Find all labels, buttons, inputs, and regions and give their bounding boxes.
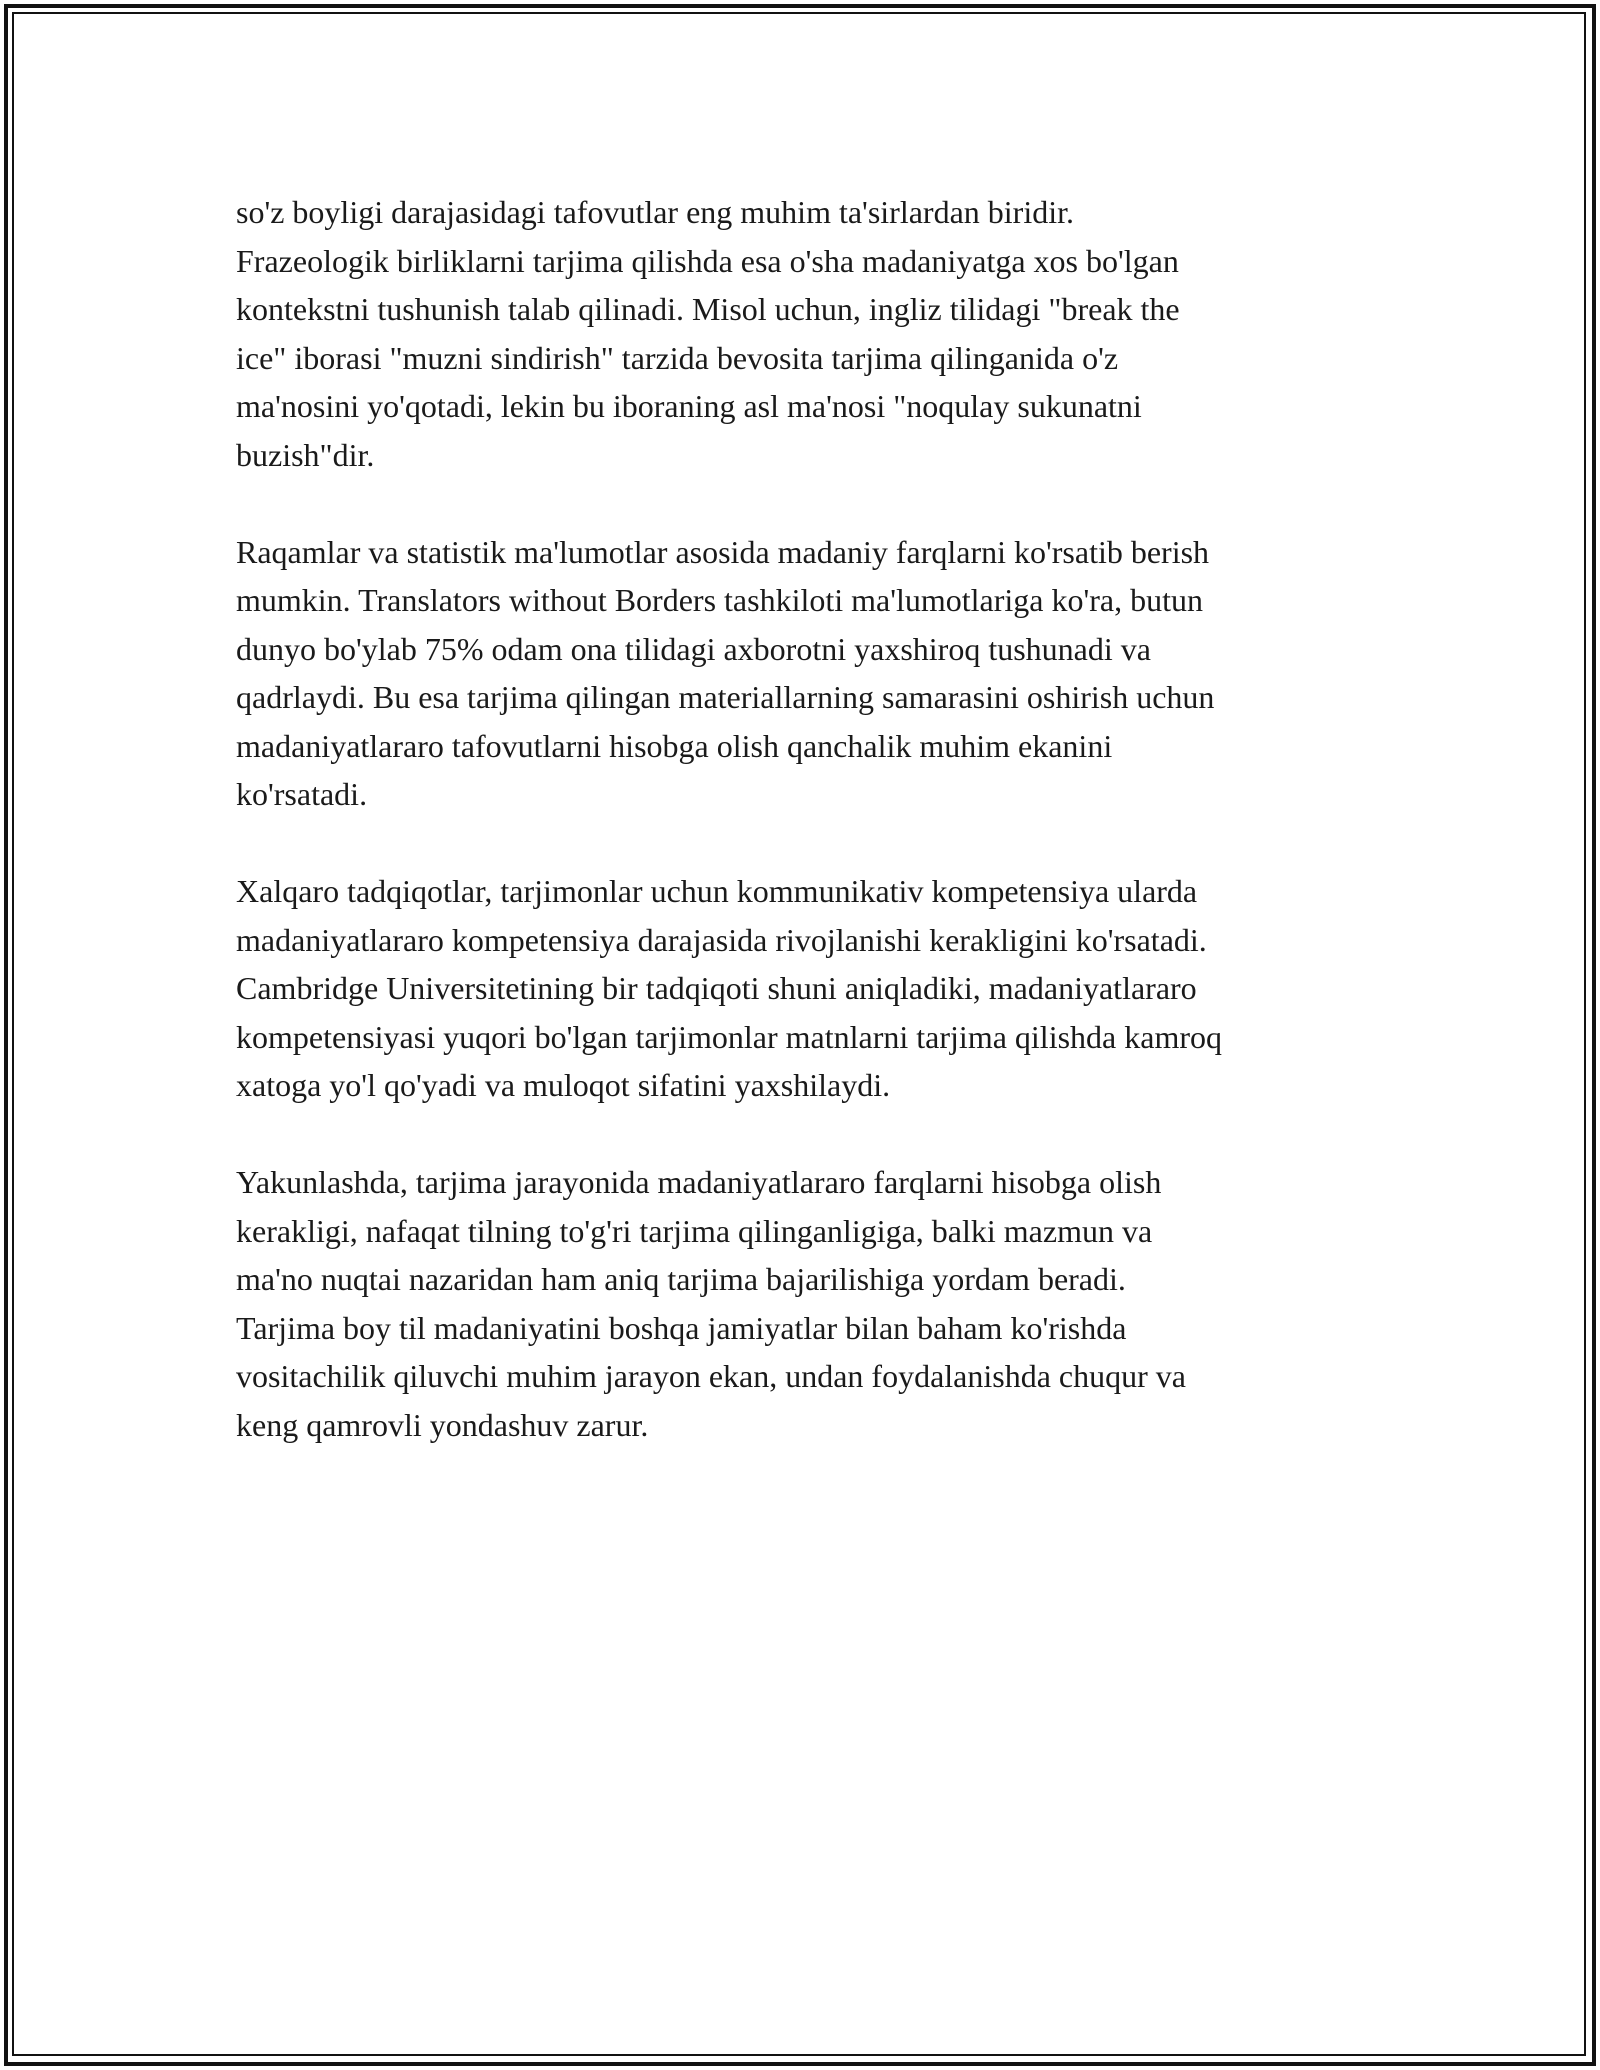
paragraph-2 bbox=[236, 528, 1376, 819]
text-line: ma'nosini yo'qotadi, lekin bu iboraning asl ma'nosi "noqulay sukunatni bbox=[236, 388, 1142, 424]
paragraph-3 bbox=[236, 867, 1376, 1110]
paragraph-4 bbox=[236, 1158, 1376, 1449]
text-line: Cambridge Universitetining bir tadqiqoti shuni aniqladiki, madaniyatlararo bbox=[236, 970, 1197, 1006]
text-line: vositachilik qiluvchi muhim jarayon ekan, undan foydalanishda chuqur va bbox=[236, 1358, 1186, 1394]
text-line: Frazeologik birliklarni tarjima qilishda esa o'sha madaniyatga xos bo'lgan bbox=[236, 242, 1179, 279]
text-line: ma'no nuqtai nazaridan ham aniq tarjima bajarilishiga yordam beradi. bbox=[236, 1261, 1126, 1297]
text-line: Xalqaro tadqiqotlar, tarjimonlar uchun kommunikativ kompetensiya ularda bbox=[236, 873, 1198, 909]
paragraph-1 bbox=[236, 188, 1376, 479]
text-line: xatoga yo'l qo'yadi va muloqot sifatini yaxshilaydi. bbox=[236, 1067, 891, 1103]
text-line: mumkin. Translators without Borders tashkiloti ma'lumotlariga ko'ra, butun bbox=[236, 582, 1204, 618]
document-body bbox=[236, 188, 1376, 1498]
text-line: ice" iborasi "muzni sindirish" tarzida bevosita tarjima qilinganida o'z bbox=[236, 339, 1119, 376]
text-line: madaniyatlararo kompetensiya darajasida rivojlanishi kerakligini ko'rsatadi. bbox=[236, 921, 1207, 958]
text-line: buzish"dir. bbox=[236, 436, 375, 473]
text-line: so'z boyligi darajasidagi tafovutlar eng muhim ta'sirlardan biridir. bbox=[236, 194, 1074, 230]
text-line: kontekstni tushunish talab qilinadi. Misol uchun, ingliz tilidagi "break the bbox=[236, 291, 1180, 327]
text-line: Yakunlashda, tarjima jarayonida madaniyatlararo farqlarni hisobga olish bbox=[236, 1164, 1162, 1200]
text-line: kerakligi, nafaqat tilning to'g'ri tarjima qilinganligiga, balki mazmun va bbox=[236, 1212, 1153, 1249]
text-line: ko'rsatadi. bbox=[236, 776, 368, 812]
text-line: madaniyatlararo tafovutlarni hisobga olish qanchalik muhim ekanini bbox=[236, 727, 1113, 764]
text-line: keng qamrovli yondashuv zarur. bbox=[236, 1406, 649, 1443]
text-line: dunyo bo'ylab 75% odam ona tilidagi axborotni yaxshiroq tushunadi va bbox=[236, 630, 1151, 667]
text-line: Tarjima boy til madaniyatini boshqa jamiyatlar bilan baham ko'rishda bbox=[236, 1309, 1127, 1346]
text-line: qadrlaydi. Bu esa tarjima qilingan materiallarning samarasini oshirish uchun bbox=[236, 679, 1215, 715]
text-line: kompetensiyasi yuqori bo'lgan tarjimonlar matnlarni tarjima qilishda kamroq bbox=[236, 1018, 1222, 1055]
text-line: Raqamlar va statistik ma'lumotlar asosida madaniy farqlarni ko'rsatib berish bbox=[236, 533, 1210, 570]
